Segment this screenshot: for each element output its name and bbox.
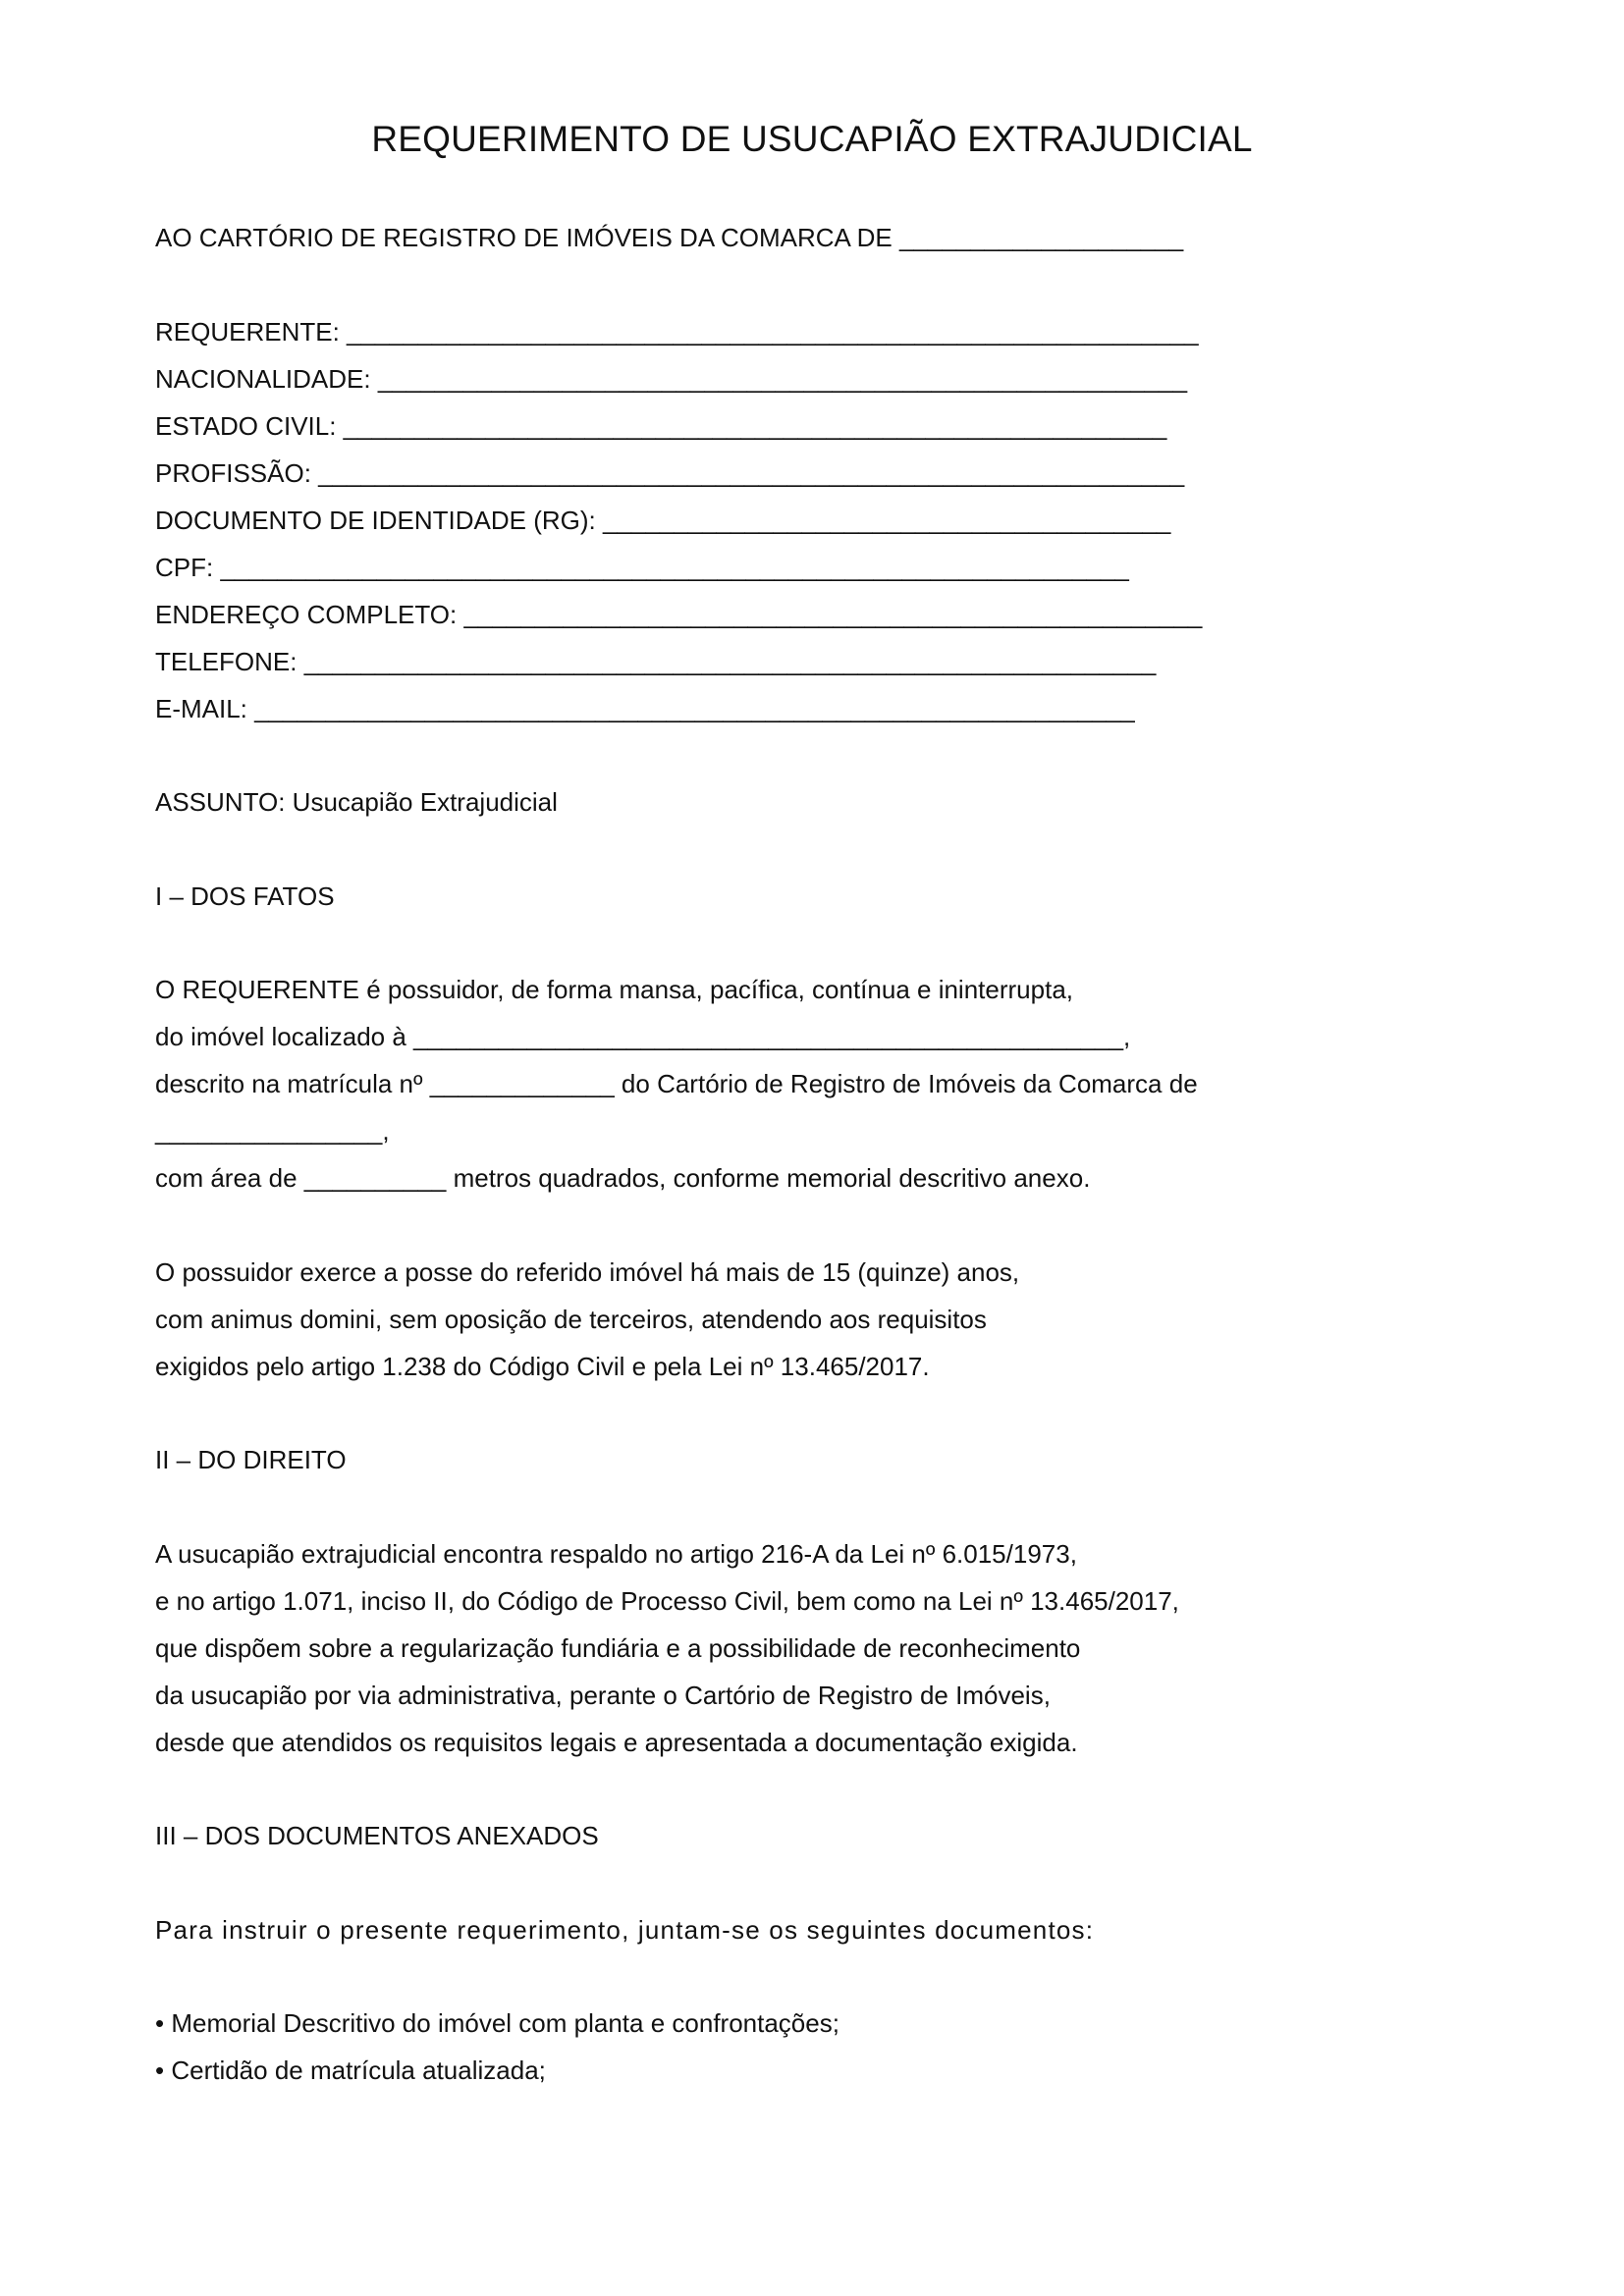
document-title: REQUERIMENTO DE USUCAPIÃO EXTRAJUDICIAL [371,119,1253,159]
fatos-paragraph-line: ________________, [155,1116,390,1146]
field-requerente: REQUERENTE: ____________________________________________________________ [155,317,1199,347]
fatos-paragraph2-line: com animus domini, sem oposição de terceiros, atendendo aos requisitos [155,1305,987,1334]
field-email: E-MAIL: ______________________________________________________________ [155,694,1135,723]
fatos-paragraph2-line: O possuidor exerce a posse do referido imóvel há mais de 15 (quinze) anos, [155,1257,1020,1287]
fatos-paragraph-line: O REQUERENTE é possuidor, de forma mansa, pacífica, contínua e ininterrupta, [155,975,1073,1004]
list-item: • Memorial Descritivo do imóvel com planta e confrontações; [155,2008,839,2038]
direito-paragraph-line: da usucapião por via administrativa, perante o Cartório de Registro de Imóveis, [155,1681,1051,1710]
fatos-paragraph-line: do imóvel localizado à __________________________________________________, [155,1022,1131,1051]
field-profissao: PROFISSÃO: _____________________________________________________________ [155,458,1185,488]
field-telefone: TELEFONE: ____________________________________________________________ [155,647,1157,676]
subject-line: ASSUNTO: Usucapião Extrajudicial [155,787,558,817]
list-item: • Certidão de matrícula atualizada; [155,2056,546,2085]
section-heading-direito: II – DO DIREITO [155,1445,347,1474]
section-heading-fatos: I – DOS FATOS [155,881,335,911]
field-endereco: ENDEREÇO COMPLETO: ____________________________________________________ [155,600,1203,629]
field-nacionalidade: NACIONALIDADE: _________________________________________________________ [155,364,1188,394]
field-estado-civil: ESTADO CIVIL: __________________________________________________________ [155,411,1167,441]
field-rg: DOCUMENTO DE IDENTIDADE (RG): ________________________________________ [155,506,1171,535]
fatos-paragraph-line: com área de __________ metros quadrados, conforme memorial descritivo anexo. [155,1163,1091,1193]
direito-paragraph-line: A usucapião extrajudicial encontra respaldo no artigo 216-A da Lei nº 6.015/1973, [155,1539,1077,1569]
documentos-intro: Para instruir o presente requerimento, juntam-se os seguintes documentos: [155,1915,1095,1945]
direito-paragraph-line: desde que atendidos os requisitos legais e apresentada a documentação exigida. [155,1728,1078,1757]
addressee-line: AO CARTÓRIO DE REGISTRO DE IMÓVEIS DA COMARCA DE ____________________ [155,223,1184,252]
direito-paragraph-line: e no artigo 1.071, inciso II, do Código de Processo Civil, bem como na Lei nº 13.465/2017, [155,1586,1179,1616]
direito-paragraph-line: que dispõem sobre a regularização fundiária e a possibilidade de reconhecimento [155,1633,1081,1663]
field-cpf: CPF: ________________________________________________________________ [155,553,1129,582]
fatos-paragraph2-line: exigidos pelo artigo 1.238 do Código Civil e pela Lei nº 13.465/2017. [155,1352,930,1381]
fatos-paragraph-line: descrito na matrícula nº _____________ do Cartório de Registro de Imóveis da Comarca de [155,1069,1198,1098]
section-heading-documentos: III – DOS DOCUMENTOS ANEXADOS [155,1821,599,1850]
